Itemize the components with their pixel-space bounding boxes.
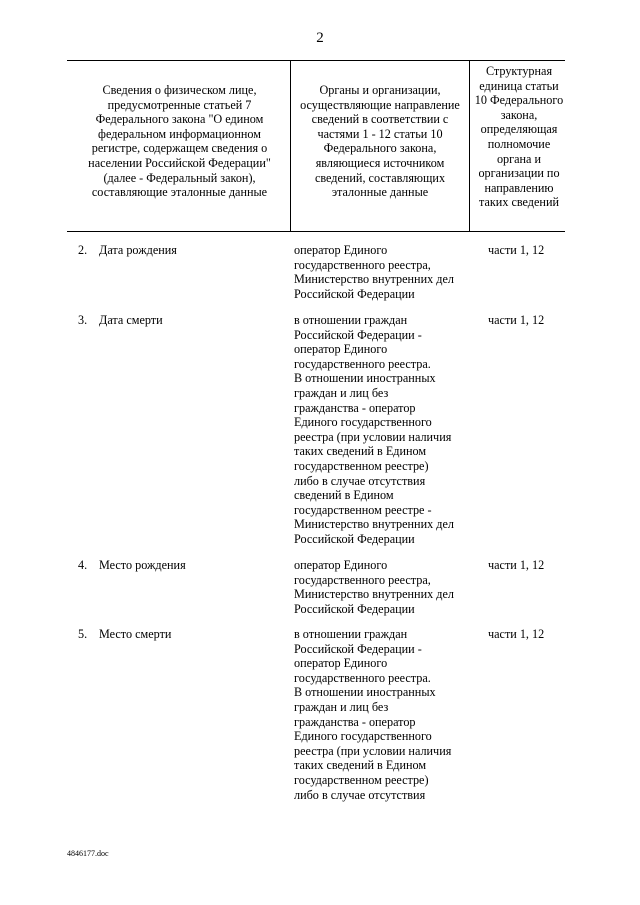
header-source-organizations: Органы и организации, осуществляющие направление сведений в соответствии с частями 1 - 12 статьи 10 Федерального закона, являющиеся источником сведений, составляющих эталонные данные xyxy=(300,83,460,200)
header-reference-data: Сведения о физическом лице, предусмотренные статьей 7 Федерального закона "О едином федеральном информационном регистре, содержащем сведения о населении Российской Федерации" (далее - Федеральный закон), составляющие эталонные данные xyxy=(88,83,271,200)
row-number: 5. xyxy=(78,627,88,641)
row-item-name: Место рождения xyxy=(99,558,186,572)
row-number: 2. xyxy=(78,243,88,257)
row-item-name: Место смерти xyxy=(99,627,172,641)
row-number: 4. xyxy=(78,558,88,572)
table-header xyxy=(67,60,565,232)
page-number: 2 xyxy=(316,30,324,46)
column-divider xyxy=(290,61,291,231)
row-organizations: в отношении граждан Российской Федерации - оператор Единого государственного реестра. В отношении иностранных граждан и лиц без гражданства - оператор Единого государственного реестра (при условии наличия таких сведений в Едином государственном реестре) либо в случае отсутствия сведений в Едином государственном реестре - Министерство внутренних дел Российской Федерации xyxy=(294,313,454,546)
header-structural-unit: Структурная единица статьи 10 Федерального закона, определяющая полномочие органа и организации по направлению таких сведений xyxy=(474,64,564,210)
column-divider xyxy=(469,61,470,231)
row-organizations: в отношении граждан Российской Федерации - оператор Единого государственного реестра. В отношении иностранных граждан и лиц без гражданства - оператор Единого государственного реестра (при условии наличия таких сведений в Едином государственном реестре) либо в случае отсутствия xyxy=(294,627,452,802)
row-item-name: Дата смерти xyxy=(99,313,163,327)
row-organizations: оператор Единого государственного реестра, Министерство внутренних дел Российской Федерации xyxy=(294,243,454,301)
row-parts: части 1, 12 xyxy=(488,558,545,572)
row-number: 3. xyxy=(78,313,88,327)
row-parts: части 1, 12 xyxy=(488,627,545,641)
row-item-name: Дата рождения xyxy=(99,243,177,257)
row-parts: части 1, 12 xyxy=(488,313,545,327)
document-filename: 4846177.doc xyxy=(67,849,109,858)
row-parts: части 1, 12 xyxy=(488,243,545,257)
row-organizations: оператор Единого государственного реестра, Министерство внутренних дел Российской Федерации xyxy=(294,558,454,616)
